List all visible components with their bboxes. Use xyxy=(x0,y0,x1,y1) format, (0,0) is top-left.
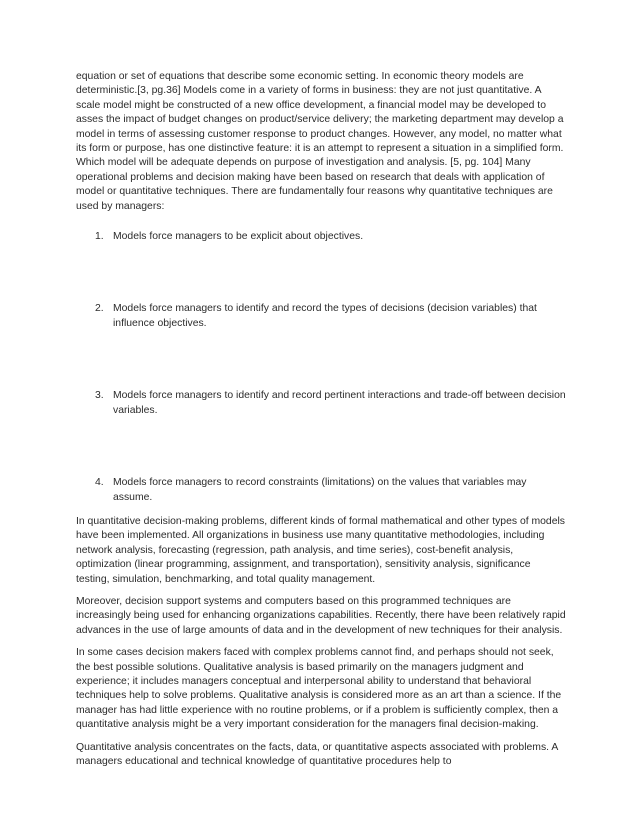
list-item xyxy=(76,389,566,418)
list-number: 3. xyxy=(95,390,104,402)
body-paragraph: In quantitative decision-making problems, different kinds of formal mathematical and other types of models have been implemented. All organizations in business use many quantitative methodologies, including network analysis, forecasting (regression, path analysis, and time series), cost-benefit analysis, optimization (linear programming, assignment, and transportation), sensitivity analysis, significance testing, simulation, benchmarking, and total quality management. xyxy=(76,515,565,585)
list-number: 2. xyxy=(95,303,104,315)
list-number: 1. xyxy=(95,231,104,243)
list-text: Models force managers to identify and record the types of decisions (decision variables) that influence objectives. xyxy=(113,303,537,329)
body-paragraph: In some cases decision makers faced with complex problems cannot find, and perhaps should not seek, the best possible solutions. Qualitative analysis is based primarily on the managers judgment and experience; it includes managers conceptual and interpersonal ability to understand that behavioral techniques help to solve problems. Qualitative analysis is considered more as an art than a science. If the manager has had little experience with no routine problems, or if a problem is sufficiently complex, then a quantitative analysis might be a very important consideration for the managers final decision-making. xyxy=(76,647,562,731)
list-item xyxy=(76,230,566,244)
body-paragraph: Quantitative analysis concentrates on the facts, data, or quantitative aspects associated with problems. A managers educational and technical knowledge of quantitative procedures help to xyxy=(76,741,558,767)
intro-paragraph: equation or set of equations that describe some economic setting. In economic theory models are deterministic.[3, pg.36] Models come in a variety of forms in business: they are not just quantitative. A scale model might be constructed of a new office development, a financial model may be developed to asses the impact of budget changes on product/service delivery; the marketing department may develop a model in terms of assessing customer response to product changes. However, any model, no matter what its form or purpose, has one distinctive feature: it is an attempt to represent a situation in a simplified form. Which model will be adequate depends on purpose of investigation and analysis. [5, pg. 104] Many operational problems and decision making have been based on research that deals with application of model or quantitative techniques. There are fundamentally four reasons why quantitative techniques are used by managers: xyxy=(76,71,564,212)
list-text: Models force managers to be explicit about objectives. xyxy=(113,231,364,243)
list-text: Models force managers to identify and record pertinent interactions and trade-off between decision variables. xyxy=(113,390,566,416)
list-text: Models force managers to record constraints (limitations) on the values that variables may assume. xyxy=(113,477,527,503)
list-number: 4. xyxy=(95,477,104,489)
reasons-list xyxy=(76,230,566,505)
body-paragraph: Moreover, decision support systems and computers based on this programmed techniques are increasingly being used for enhancing organizations capabilities. Recently, there have been relatively rapid advances in the use of large amounts of data and in the development of new techniques for their analysis. xyxy=(76,595,566,636)
list-item xyxy=(76,476,566,505)
list-item xyxy=(76,302,566,331)
